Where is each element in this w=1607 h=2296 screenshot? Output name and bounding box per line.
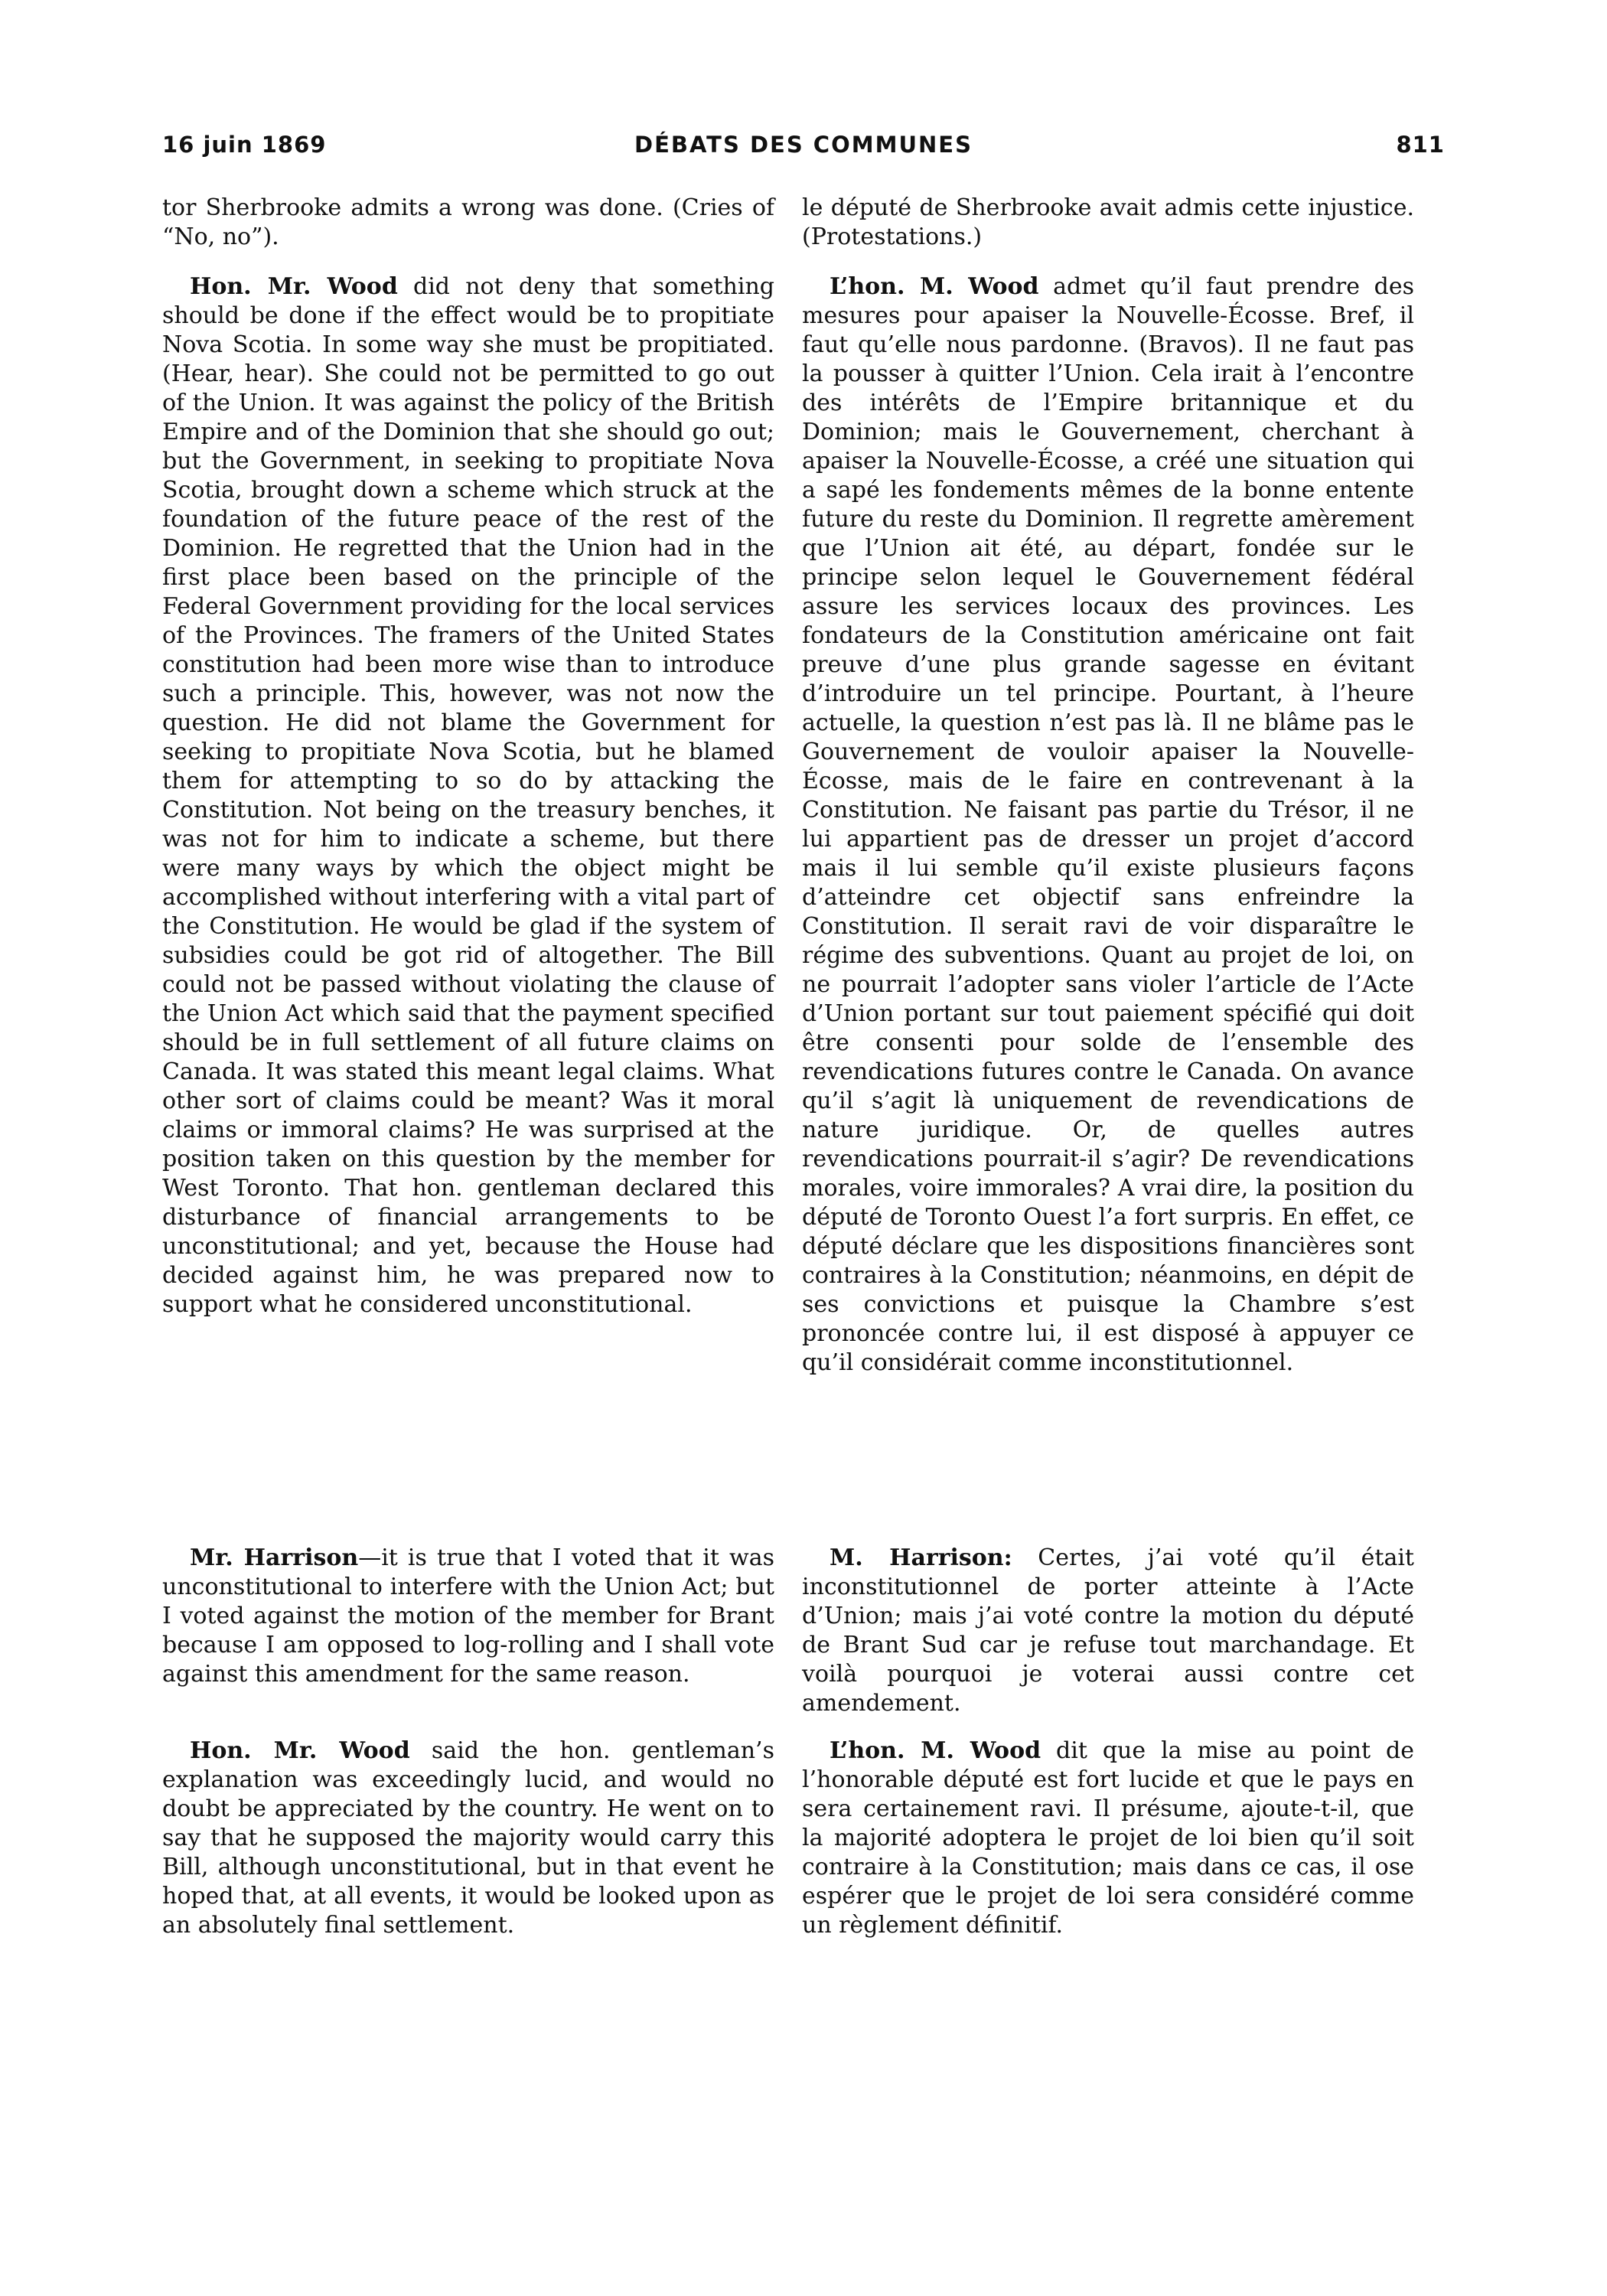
speaker-name: L’hon. M. Wood xyxy=(830,1737,1041,1764)
speaker-name: M. Harrison: xyxy=(830,1544,1012,1571)
paragraph-text: tor Sherbrooke admits a wrong was done. (Cries of “No, no”). xyxy=(162,194,774,250)
paragraph-text: le député de Sherbrooke avait admis cette injustice. (Protestations.) xyxy=(802,194,1414,250)
speaker-name: Hon. Mr. Wood xyxy=(190,1737,410,1764)
english-paragraph-1 xyxy=(162,194,774,252)
french-paragraph-4 xyxy=(802,1737,1414,1940)
paragraph-text: admet qu’il faut prendre des mesures pour apaiser la Nouvelle-Écosse. Bref, il faut qu’elle nous pardonne. (Bravos). Il ne faut pas la pousser à quitter l’Union. Cela irait à l’encontre des intérêts de l’Empire britannique et du Dominion; mais le Gouvernement, cherchant à apaiser la Nouvelle-Écosse, a créé une situation qui a sapé les fondements mêmes de la bonne entente future du reste du Dominion. Il regrette amèrement que l’Union ait été, au départ, fondée sur le principe selon lequel le Gouvernement fédéral assure les services locaux des provinces. Les fondateurs de la Constitution américaine ont fait preuve d’une plus grande sagesse en évitant d’introduire un tel principe. Pourtant, à l’heure actuelle, la question n’est pas là. Il ne blâme pas le Gouvernement de vouloir apaiser la Nouvelle-Écosse, mais de le faire en contrevenant à la Constitution. Ne faisant pas partie du Trésor, il ne lui appartient pas de dresser un projet d’accord mais il lui semble qu’il existe plusieurs façons d’atteindre cet objectif sans enfreindre la Constitution. Il serait ravi de voir disparaître le régime des subventions. Quant au projet de loi, on ne pourrait l’adopter sans violer l’article de l’Acte d’Union portant sur tout paiement spécifié qui doit être consenti pour solde de l’ensemble des revendications futures contre le Canada. On avance qu’il s’agit là uniquement de revendications de nature juridique. Or, de quelles autres revendications pourrait-il s’agir? De revendications morales, voire immorales? A vrai dire, la position du député de Toronto Ouest l’a fort surpris. En effet, ce député déclare que les dispositions financières sont contraires à la Constitution; néanmoins, en dépit de ses convictions et puisque la Chambre s’est prononcée contre lui, il est disposé à appuyer ce qu’il considérait comme inconstitutionnel. xyxy=(802,273,1414,1376)
english-paragraph-4 xyxy=(162,1737,774,1940)
page-number: 811 xyxy=(1396,132,1445,158)
speaker-name: Hon. Mr. Wood xyxy=(190,273,398,300)
page-header xyxy=(162,132,1445,170)
french-paragraph-2 xyxy=(802,272,1414,1378)
speaker-name: L’hon. M. Wood xyxy=(830,273,1039,300)
paragraph-text: —it is true that I voted that it was unconstitutional to interfere with the Union Act; but I voted against the motion of the member for Brant because I am opposed to log-rolling and I shall vote against this amendment for the same reason. xyxy=(162,1544,774,1688)
english-paragraph-3 xyxy=(162,1544,774,1689)
paragraph-text: dit que la mise au point de l’honorable député est fort lucide et que le pays en sera certainement ravi. Il présume, ajoute-t-il, que la majorité adoptera le projet de loi bien qu’il soit contraire à la Constitution; mais dans ce cas, il ose espérer que le projet de loi sera considéré comme un règlement définitif. xyxy=(802,1737,1414,1939)
header-title: DÉBATS DES COMMUNES xyxy=(634,132,973,158)
header-date: 16 juin 1869 xyxy=(162,132,327,158)
english-paragraph-2 xyxy=(162,272,774,1319)
french-paragraph-1 xyxy=(802,194,1414,252)
paragraph-text: did not deny that something should be done if the effect would be to propitiate Nova Scotia. In some way she must be propitiated. (Hear, hear). She could not be permitted to go out of the Union. It was against the policy of the British Empire and of the Dominion that she should go out; but the Government, in seeking to propitiate Nova Scotia, brought down a scheme which struck at the foundation of the future peace of the rest of the Dominion. He regretted that the Union had in the first place been based on the principle of the Federal Government providing for the local services of the Provinces. The framers of the United States constitution had been more wise than to introduce such a principle. This, however, was not now the question. He did not blame the Government for seeking to propitiate Nova Scotia, but he blamed them for attempting to so do by attacking the Constitution. Not being on the treasury benches, it was not for him to indicate a scheme, but there were many ways by which the object might be accomplished without interfering with a vital part of the Constitution. He would be glad if the system of subsidies could be got rid of altogether. The Bill could not be passed without violating the clause of the Union Act which said that the payment specified should be in full settlement of all future claims on Canada. It was stated this meant legal claims. What other sort of claims could be meant? Was it moral claims or immoral claims? He was surprised at the position taken on this question by the member for West Toronto. That hon. gentleman declared this disturbance of financial arrangements to be unconstitutional; and yet, because the House had decided against him, he was prepared now to support what he considered unconstitutional. xyxy=(162,273,774,1318)
paragraph-text: Certes, j’ai voté qu’il était inconstitutionnel de porter atteinte à l’Acte d’Union; mais j’ai voté contre la motion du député de Brant Sud car je refuse tout marchandage. Et voilà pourquoi je voterai aussi contre cet amendement. xyxy=(802,1544,1414,1717)
speaker-name: Mr. Harrison xyxy=(190,1544,359,1571)
french-paragraph-3 xyxy=(802,1544,1414,1718)
paragraph-text: said the hon. gentleman’s explanation was exceedingly lucid, and would no doubt be appreciated by the country. He went on to say that he supposed the majority would carry this Bill, although unconstitutional, but in that event he hoped that, at all events, it would be looked upon as an absolutely final settlement. xyxy=(162,1737,774,1939)
